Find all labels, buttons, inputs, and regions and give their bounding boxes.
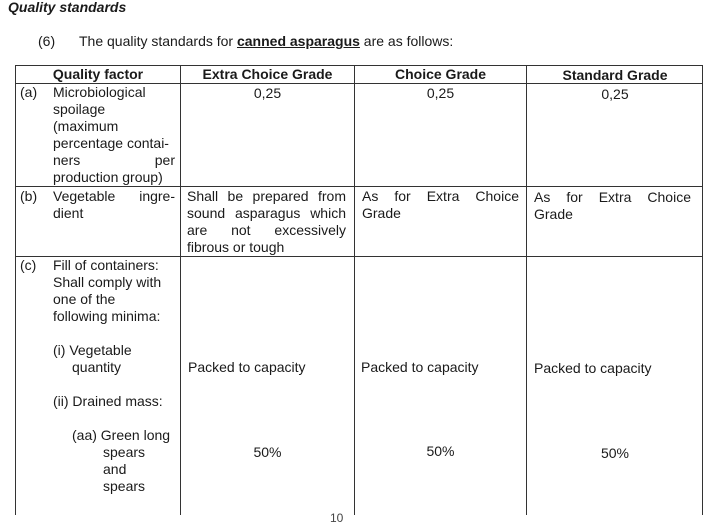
row-c-sub-aa-line: spears — [103, 478, 146, 494]
factor-line: one of the — [53, 291, 116, 307]
value-line: Shall be prepared from — [187, 188, 346, 204]
row-a-choice-value: 0,25 — [426, 85, 455, 101]
header-standard-grade: Standard Grade — [562, 67, 668, 83]
value-line: As for Extra Choice — [362, 188, 519, 204]
row-c-factor — [53, 257, 175, 325]
header-quality-factor: Quality factor — [52, 66, 144, 82]
page-heading: Quality standards — [8, 0, 127, 15]
value-line: Grade — [534, 206, 573, 222]
factor-line: Vegetable ingre- — [53, 188, 175, 204]
row-c-label: (c) — [20, 257, 37, 273]
row-divider — [15, 186, 703, 187]
row-b-extra-value — [187, 188, 346, 256]
row-a-label: (a) — [20, 84, 38, 100]
factor-line: ners per — [53, 152, 175, 168]
row-c-sub-aa-line: spears — [103, 444, 146, 460]
factor-line: Fill of containers: — [53, 257, 159, 273]
value-line: As for Extra Choice — [534, 189, 691, 205]
factor-line: Microbiological — [53, 84, 146, 100]
intro-paragraph — [38, 33, 453, 49]
row-c-sub-i-standard: Packed to capacity — [534, 360, 652, 376]
page-number: 10 — [330, 511, 344, 525]
row-b-choice-value — [362, 188, 519, 222]
value-line: Grade — [362, 205, 401, 221]
row-c-sub-i-line: (i) Vegetable — [53, 342, 132, 358]
intro-text-before: The quality standards for — [79, 33, 237, 49]
row-c-sub-aa-line: (aa) Green long — [72, 427, 171, 443]
row-c-sub-i-line: quantity — [72, 359, 122, 375]
row-b-factor — [53, 188, 175, 222]
header-choice-grade: Choice Grade — [394, 66, 487, 82]
value-line: sound asparagus which — [187, 205, 346, 221]
header-extra-choice-grade: Extra Choice Grade — [202, 66, 333, 82]
row-c-sub-aa-line: and — [103, 461, 127, 477]
factor-line: (maximum — [53, 118, 119, 134]
factor-line: following minima: — [53, 308, 161, 324]
factor-line: spoilage — [53, 101, 106, 117]
row-c-sub-aa-choice: 50% — [426, 443, 455, 459]
factor-line: percentage contai- — [53, 135, 169, 151]
row-b-standard-value — [534, 189, 691, 223]
intro-highlight: canned asparagus — [236, 33, 360, 49]
factor-line: dient — [53, 205, 84, 221]
row-c-sub-aa-extra: 50% — [253, 444, 282, 460]
row-a-standard-value: 0,25 — [601, 86, 629, 102]
value-line: are not excessively — [187, 222, 346, 238]
row-c-sub-aa-standard: 50% — [600, 445, 630, 461]
factor-line: production group) — [53, 169, 163, 185]
row-c-sub-i-choice: Packed to capacity — [361, 359, 479, 375]
row-c-sub-ii: (ii) Drained mass: — [53, 393, 163, 409]
row-b-label: (b) — [20, 188, 38, 204]
row-c-sub-i-extra: Packed to capacity — [188, 359, 306, 375]
row-a-factor — [53, 84, 175, 186]
paragraph-number: (6) — [38, 33, 56, 49]
value-line: fibrous or tough — [187, 239, 285, 255]
intro-text-after: are as follows: — [359, 33, 454, 49]
factor-line: Shall comply with — [53, 274, 162, 290]
row-a-extra-value: 0,25 — [253, 85, 282, 101]
